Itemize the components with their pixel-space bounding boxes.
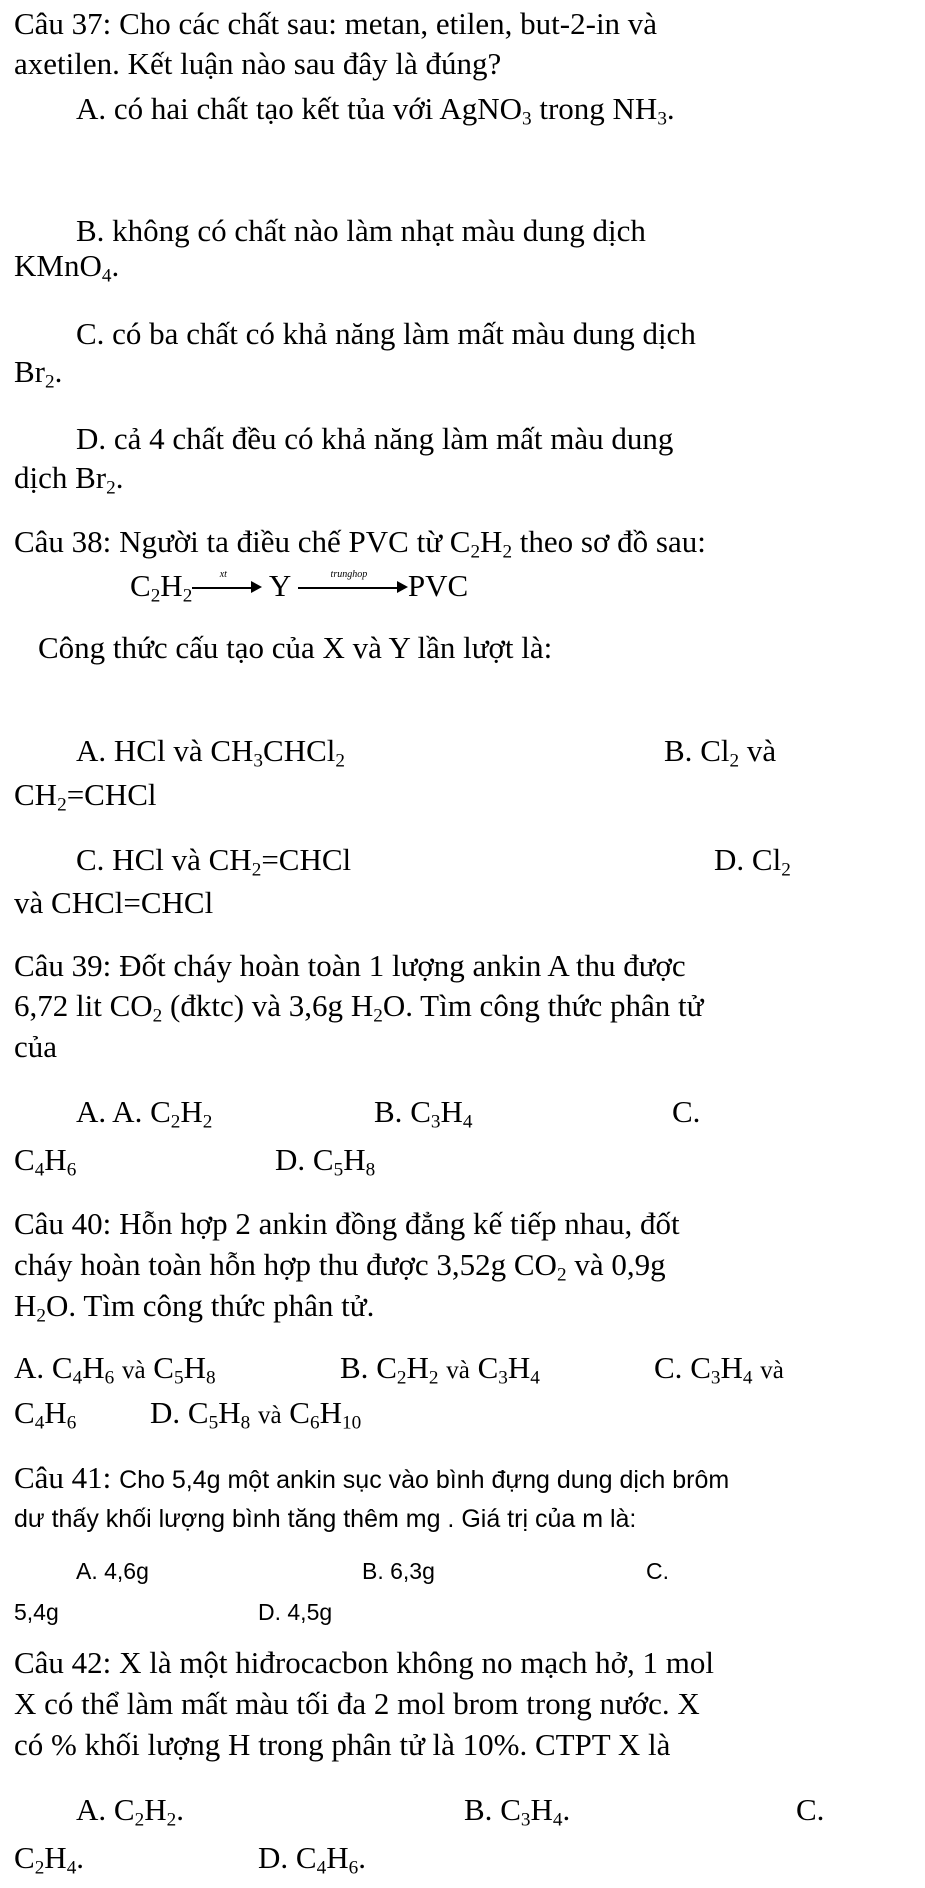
q40-text-3-end: . Tìm công thức phân tử. xyxy=(68,1288,375,1323)
q39-text-2-mid: (đktc) và 3,6g xyxy=(170,988,344,1023)
q37-text-1: Cho các chất sau: metan, etilen, but-2-in và xyxy=(119,6,658,41)
q37-header: Câu 37: xyxy=(14,6,112,41)
q40-option-b-label: B. xyxy=(340,1350,369,1385)
q37-option-c-text: C. có ba chất có khả năng làm mất màu dung dịch xyxy=(76,316,696,351)
q40-option-d: D. $C_5H_8$ và $C_6H_{10}$ xyxy=(150,1395,362,1434)
q39-option-d: D. $C_5H_8$ xyxy=(275,1142,376,1181)
q41-option-b-text: B. 6,3g xyxy=(362,1558,435,1584)
q42-line-2 xyxy=(14,1684,700,1724)
q42-line-3 xyxy=(14,1725,670,1765)
q38-option-d-line-2: và CHCl=CHCl xyxy=(14,885,214,920)
q37-option-c-line-1 xyxy=(76,314,696,354)
q42-option-c-label: C. xyxy=(796,1792,825,1827)
q42-line-1 xyxy=(14,1643,714,1683)
q40-line-3: $H_2O$. Tìm công thức phân tử. xyxy=(14,1288,375,1327)
q41-option-c xyxy=(646,1549,669,1591)
q42-option-a-label: A. xyxy=(76,1792,107,1827)
q42-option-a: A. $C_2H_2$. xyxy=(76,1792,184,1831)
q42-text-2: X có thể làm mất màu tối đa 2 mol brom trong nước. X xyxy=(14,1686,700,1721)
q37-line-1 xyxy=(14,4,657,44)
q42-header: Câu 42: xyxy=(14,1645,112,1680)
q39-option-b: B. $C_3H_4$ xyxy=(374,1094,473,1133)
q38-option-a-text: A. HCl và xyxy=(76,733,203,768)
q39-option-c xyxy=(672,1092,700,1132)
q41-text-2: dư thấy khối lượng bình tăng thêm mg . Giá trị của m là: xyxy=(14,1505,637,1533)
q38-arrow-1-condition: xt xyxy=(219,569,227,580)
q41-header: Câu 41: xyxy=(14,1460,112,1495)
q38-arrow-1 xyxy=(192,570,262,600)
q39-text-2-end: . Tìm công thức phân tử xyxy=(405,988,704,1023)
q42-option-c xyxy=(796,1790,824,1830)
q39-text-1: Đốt cháy hoàn toàn 1 lượng ankin A thu được xyxy=(119,948,686,983)
q38-text-1: Người ta điều chế PVC từ xyxy=(119,524,442,559)
q41-option-c-label: C. xyxy=(646,1558,669,1584)
q40-line-2: cháy hoàn toàn hỗn hợp thu được 3,52g $CO_2$ và 0,9g xyxy=(14,1247,666,1286)
q38-scheme: $C_2H_2$ xt Y trunghop PVC xyxy=(130,568,469,607)
q41-option-c-value: 5,4g xyxy=(14,1599,59,1625)
q39-option-c-label: C. xyxy=(672,1094,701,1129)
q42-option-d: D. $C_4H_6$. xyxy=(258,1840,366,1879)
q39-option-a: A. A. $C_2H_2$ xyxy=(76,1094,213,1133)
q40-text-1: Hỗn hợp 2 ankin đồng đẳng kế tiếp nhau, đốt xyxy=(119,1206,680,1241)
q38-option-b-va: và xyxy=(746,733,777,768)
q40-text-2-end: và 0,9g xyxy=(574,1247,666,1282)
q37-option-d-dich: dịch xyxy=(14,460,68,495)
q37-option-b-line-1 xyxy=(76,211,646,251)
q41-option-b xyxy=(362,1549,435,1591)
q39-text-3: của xyxy=(14,1029,58,1064)
q37-option-c-line-2: $Br_2$. xyxy=(14,354,63,393)
q38-option-c-text: C. HCl và xyxy=(76,842,201,877)
q38-header: Câu 38: xyxy=(14,524,112,559)
q38-line-1: Câu 38: Người ta điều chế PVC từ $C_2H_2$ theo sơ đồ sau: xyxy=(14,524,706,563)
q37-option-b-line-2: KMnO$_4$. xyxy=(14,248,120,287)
q38-option-a: A. HCl và $CH_3CHCl_2$ xyxy=(76,733,345,772)
q40-option-d-label: D. xyxy=(150,1395,181,1430)
q39-option-c-line-2: $C_4H_6$ xyxy=(14,1142,77,1181)
q41-option-a-text: A. 4,6g xyxy=(76,1558,149,1584)
q37-text-2: axetilen. Kết luận nào sau đây là đúng? xyxy=(14,46,502,81)
q42-text-3: có % khối lượng H trong phân tử là 10%. CTPT X là xyxy=(14,1727,671,1762)
q37-option-a-text: A. có hai chất tạo kết tủa với xyxy=(76,91,434,126)
q40-option-b: B. $C_2H_2$ và $C_3H_4$ xyxy=(340,1350,540,1389)
q41-line-2 xyxy=(14,1497,636,1539)
q40-option-b-va: và xyxy=(446,1357,470,1384)
q40-line-1 xyxy=(14,1204,680,1244)
q41-option-d xyxy=(258,1590,332,1632)
q38-option-b-label: B. xyxy=(664,733,693,768)
q41-option-a xyxy=(76,1549,149,1591)
q40-text-2-start: cháy hoàn toàn hỗn hợp thu được 3,52g xyxy=(14,1247,507,1282)
q38-option-d: D. $Cl_2$ xyxy=(714,842,791,881)
q38-option-d-label: D. xyxy=(714,842,745,877)
q38-option-d-va: và xyxy=(14,885,44,920)
q41-option-d-text: D. 4,5g xyxy=(258,1599,333,1625)
q41-text-1: Cho 5,4g một ankin sục vào bình đựng dung dịch brôm xyxy=(119,1466,730,1494)
q40-option-d-va: và xyxy=(257,1402,282,1429)
q37-option-d-text: D. cả 4 chất đều có khả năng làm mất màu dung xyxy=(76,421,674,456)
q39-option-a-label: A. A. xyxy=(76,1094,143,1129)
q39-line-2: 6,72 lit $CO_2$ (đktc) và 3,6g $H_2O$. Tìm công thức phân tử xyxy=(14,988,704,1027)
q40-option-c: C. $C_3H_4$ và xyxy=(654,1350,784,1389)
q39-option-d-label: D. xyxy=(275,1142,306,1177)
q38-option-b-line-2: $CH_2=CHCl$ xyxy=(14,777,157,816)
q37-option-a-trong: trong xyxy=(539,91,605,126)
q40-option-a-va: và xyxy=(121,1357,146,1384)
q39-line-1 xyxy=(14,946,686,986)
q38-option-c: C. HCl và $CH_2=CHCl$ xyxy=(76,842,352,881)
q38-line-2 xyxy=(38,628,552,668)
q42-text-1: X là một hiđrocacbon không no mạch hở, 1 mol xyxy=(119,1645,715,1680)
q41-option-c-line-2 xyxy=(14,1590,59,1632)
q42-option-c-line-2: $C_2H_4$. xyxy=(14,1840,85,1879)
q40-option-a: A. $C_4H_6$ và $C_5H_8$ xyxy=(14,1350,216,1389)
q40-option-a-label: A. xyxy=(14,1350,45,1385)
q40-option-c-va: và xyxy=(760,1357,784,1384)
q41-line-1 xyxy=(14,1458,729,1500)
q37-option-d-line-1 xyxy=(76,419,673,459)
q40-header: Câu 40: xyxy=(14,1206,112,1241)
q37-option-d-line-2: dịch $Br_2$. xyxy=(14,460,124,499)
q37-line-2 xyxy=(14,44,501,84)
q39-line-3 xyxy=(14,1027,57,1067)
q40-option-c-line-2: $C_4H_6$ xyxy=(14,1395,77,1434)
q40-option-c-label: C. xyxy=(654,1350,683,1385)
q39-header: Câu 39: xyxy=(14,948,112,983)
q37-option-a: A. có hai chất tạo kết tủa với AgNO$_3$ trong $NH_3$. xyxy=(76,91,675,130)
q42-option-b: B. $C_3H_4$. xyxy=(464,1792,571,1831)
q39-text-2-start: 6,72 lit xyxy=(14,988,102,1023)
q42-option-d-label: D. xyxy=(258,1840,289,1875)
q38-arrow-2 xyxy=(298,570,408,600)
q39-option-b-label: B. xyxy=(374,1094,403,1129)
q37-option-b-text: B. không có chất nào làm nhạt màu dung dịch xyxy=(76,213,646,248)
q42-option-b-label: B. xyxy=(464,1792,493,1827)
q38-text-2: Công thức cấu tạo của X và Y lần lượt là: xyxy=(38,630,553,665)
q38-text-1-end: theo sơ đồ sau: xyxy=(519,524,706,559)
q38-option-b: B. $Cl_2$ và xyxy=(664,733,777,772)
q38-arrow-2-condition: trunghop xyxy=(330,569,368,580)
